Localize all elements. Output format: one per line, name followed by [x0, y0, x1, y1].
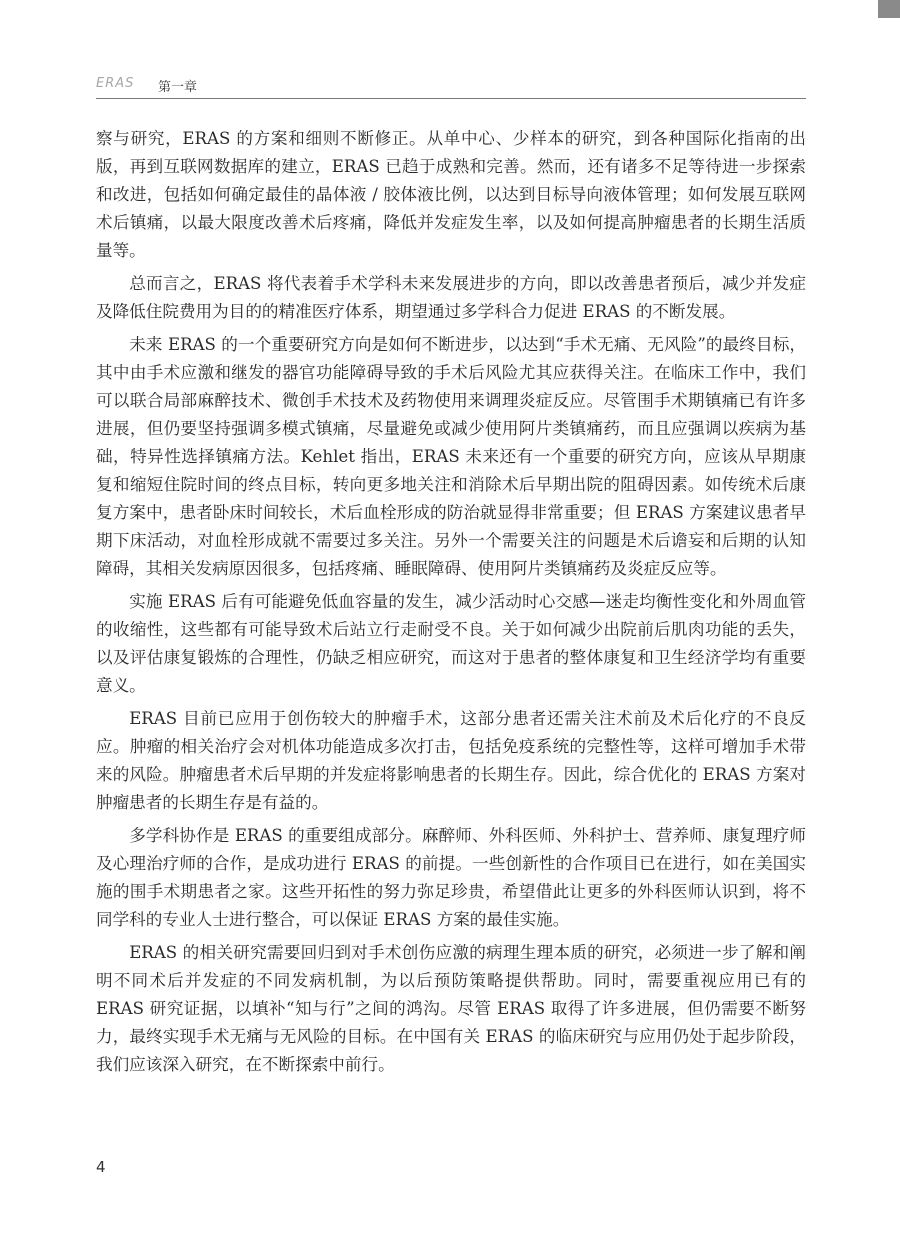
paragraph: ERAS 的相关研究需要回归到对手术创伤应激的病理生理本质的研究，必须进一步了解和阐明不同术后并发症的不同发病机制，为以后预防策略提供帮助。同时，需要重视应用已有的 ERAS 研究证据，以填补“知与行”之间的鸿沟。尽管 ERAS 取得了许多进展，但仍需要不断努力，最终实现手术无痛与无风险的目标。在中国有关 ERAS 的临床研究与应用仍处于起步阶段，我们应该深入研究，在不断探索中前行。: [96, 943, 806, 1074]
body-text: [96, 125, 806, 1079]
paragraph: ERAS 目前已应用于创伤较大的肿瘤手术，这部分患者还需关注术前及术后化疗的不良反应。肿瘤的相关治疗会对机体功能造成多次打击，包括免疫系统的完整性等，这样可增加手术带来的风险。肿瘤患者术后早期的并发症将影响患者的长期生存。因此，综合优化的 ERAS 方案对肿瘤患者的长期生存是有益的。: [96, 709, 806, 812]
paragraph-continued: 察与研究，ERAS 的方案和细则不断修正。从单中心、少样本的研究，到各种国际化指南的出版，再到互联网数据库的建立，ERAS 已趋于成熟和完善。然而，还有诸多不足等待进一步探索和改进，包括如何确定最佳的晶体液 / 胶体液比例，以达到目标导向液体管理；如何发展互联网术后镇痛，以最大限度改善术后疼痛，降低并发症发生率，以及如何提高肿瘤患者的长期生活质量等。: [96, 129, 806, 260]
paragraph: 未来 ERAS 的一个重要研究方向是如何不断进步，以达到“手术无痛、无风险”的最终目标，其中由手术应激和继发的器官功能障碍导致的手术后风险尤其应获得关注。在临床工作中，我们可以联合局部麻醉技术、微创手术技术及药物使用来调理炎症反应。尽管围手术期镇痛已有许多进展，但仍要坚持强调多模式镇痛，尽量避免或减少使用阿片类镇痛药，而且应强调以疾病为基础，特异性选择镇痛方法。Kehlet 指出，ERAS 未来还有一个重要的研究方向，应该从早期康复和缩短住院时间的终点目标，转向更多地关注和消除术后早期出院的阻碍因素。如传统术后康复方案中，患者卧床时间较长，术后血栓形成的防治就显得非常重要；但 ERAS 方案建议患者早期下床活动，对血栓形成就不需要过多关注。另外一个需要关注的问题是术后谵妄和后期的认知障碍，其相关发病原因很多，包括疼痛、睡眠障碍、使用阿片类镇痛药及炎症反应等。: [96, 335, 806, 578]
paragraph: 多学科协作是 ERAS 的重要组成部分。麻醉师、外科医师、外科护士、营养师、康复理疗师及心理治疗师的合作，是成功进行 ERAS 的前提。一些创新性的合作项目已在进行，如在美国实施的围手术期患者之家。这些开拓性的努力弥足珍贵，希望借此让更多的外科医师认识到，将不同学科的专业人士进行整合，可以保证 ERAS 方案的最佳实施。: [96, 826, 806, 929]
page-corner-tab: [878, 0, 900, 18]
header-chapter: 第一章: [158, 80, 198, 95]
paragraph: 总而言之，ERAS 将代表着手术学科未来发展进步的方向，即以改善患者预后，减少并发症及降低住院费用为目的的精准医疗体系，期望通过多学科合力促进 ERAS 的不断发展。: [96, 274, 806, 321]
page-number: 4: [96, 1158, 106, 1176]
paragraph: 实施 ERAS 后有可能避免低血容量的发生，减少活动时心交感—迷走均衡性变化和外周血管的收缩性，这些都有可能导致术后站立行走耐受不良。关于如何减少出院前后肌肉功能的丢失，以及评估康复锻炼的合理性，仍缺乏相应研究，而这对于患者的整体康复和卫生经济学均有重要意义。: [96, 592, 806, 695]
running-header: [96, 76, 806, 99]
header-brand: ERAS: [96, 76, 135, 91]
